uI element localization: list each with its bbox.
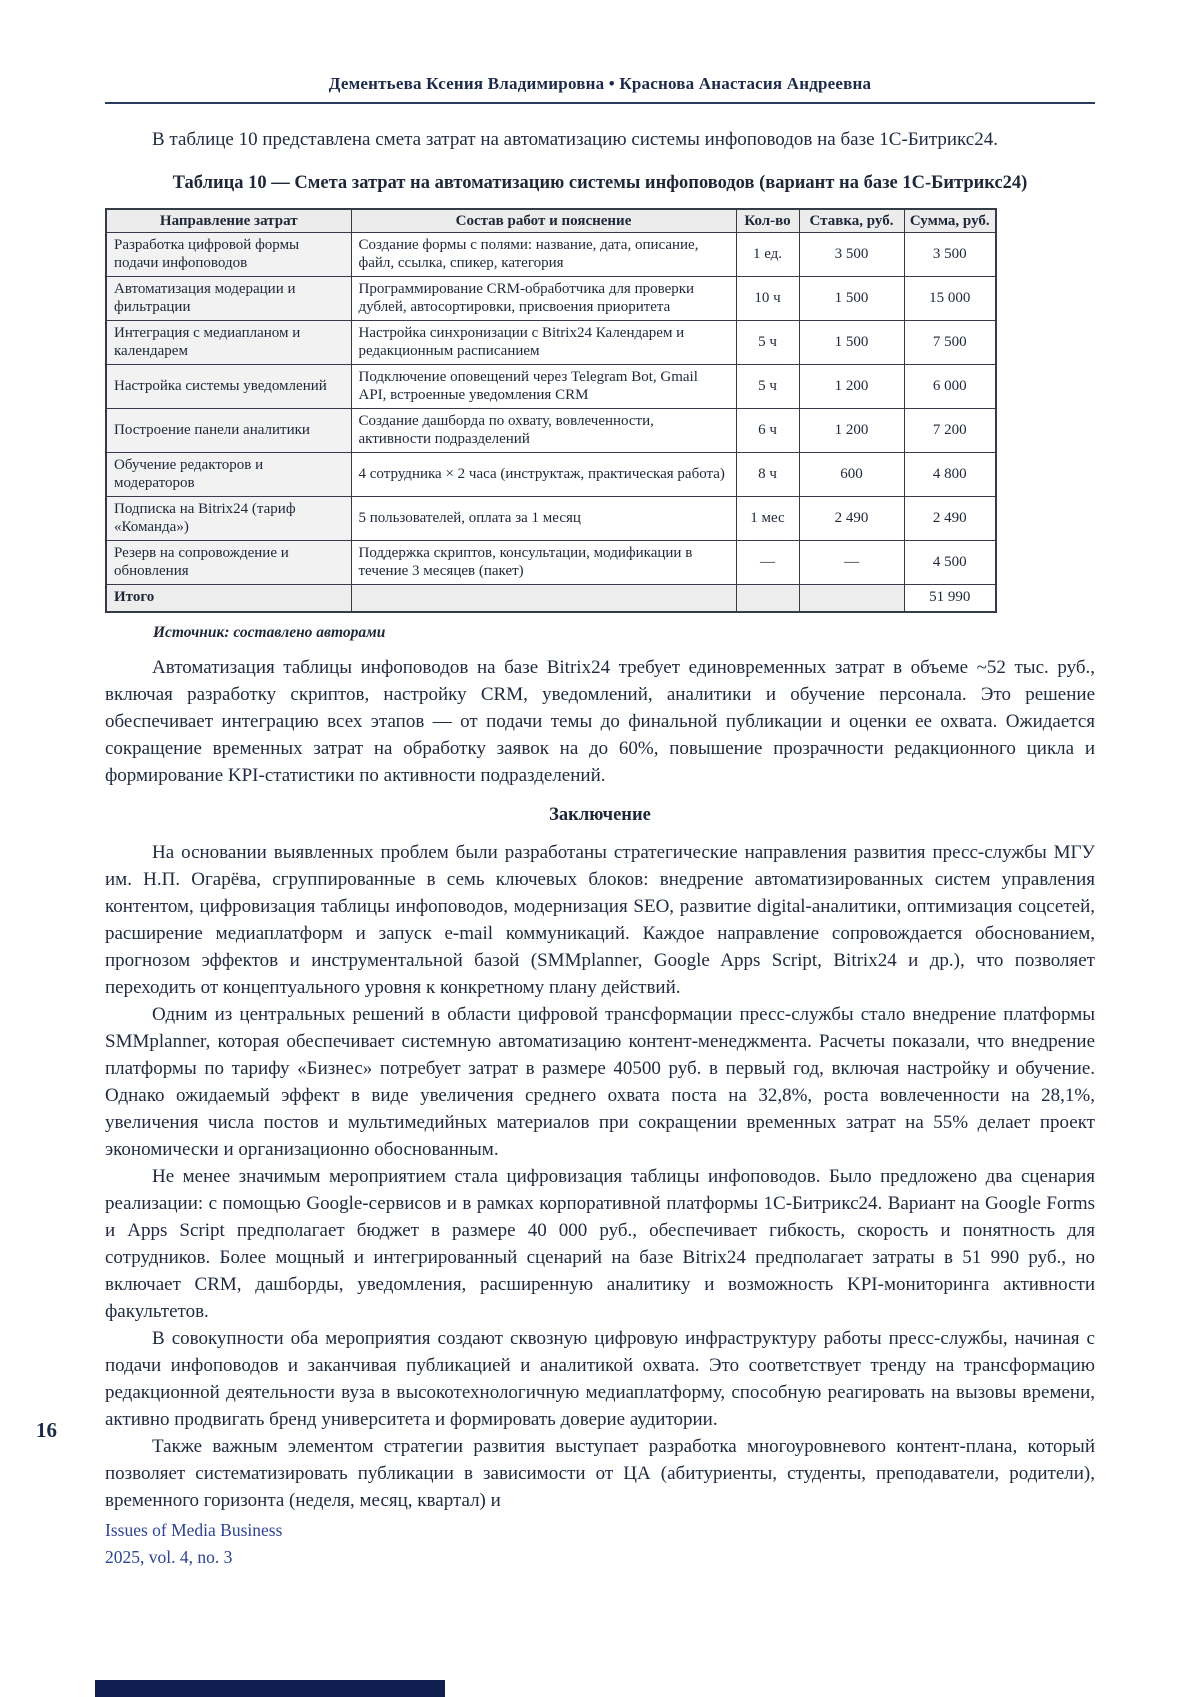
table-row	[106, 541, 996, 585]
cell-quantity: 6 ч	[736, 409, 799, 453]
cell-work: Создание дашборда по охвату, вовлеченности, активности подразделений	[351, 409, 736, 453]
cell-quantity: 5 ч	[736, 365, 799, 409]
cell-quantity: —	[736, 541, 799, 585]
cell-sum: 4 800	[904, 453, 996, 497]
page-number: 16	[36, 1418, 57, 1442]
col-header-direction: Направление затрат	[106, 209, 351, 233]
cell-rate: —	[799, 541, 904, 585]
journal-footer	[105, 1517, 282, 1571]
table-row	[106, 277, 996, 321]
cell-work: Создание формы с полями: название, дата, описание, файл, ссылка, спикер, категория	[351, 233, 736, 277]
bottom-bar	[95, 1680, 445, 1697]
cell-direction: Построение панели аналитики	[106, 409, 351, 453]
cell-quantity: 5 ч	[736, 321, 799, 365]
cell-direction: Резерв на сопровождение и обновления	[106, 541, 351, 585]
cell-empty	[736, 585, 799, 612]
table-total-row	[106, 585, 996, 612]
header-rule	[105, 102, 1095, 104]
cell-work: Подключение оповещений через Telegram Bot, Gmail API, встроенные уведомления CRM	[351, 365, 736, 409]
cell-rate: 3 500	[799, 233, 904, 277]
cell-sum: 4 500	[904, 541, 996, 585]
conclusion-paragraph: В совокупности оба мероприятия создают сквозную цифровую инфраструктуру работы пресс-службы, начиная с подачи инфоповодов и заканчивая публикацией и аналитикой охвата. Это соответствует тренду на трансформацию редакционной деятельности вуза в высокотехнологичную медиаплатформу, способную реагировать на вызовы времени, активно продвигать бренд университета и формировать доверие аудитории.	[105, 1327, 1095, 1430]
conclusion-heading: Заключение	[549, 804, 651, 825]
table-title: Таблица 10 — Смета затрат на автоматизацию системы инфоповодов (вариант на базе 1С-Битрикс24)	[172, 173, 1028, 193]
table-row	[106, 497, 996, 541]
col-header-sum: Сумма, руб.	[904, 209, 996, 233]
cell-direction: Автоматизация модерации и фильтрации	[106, 277, 351, 321]
cell-direction: Интеграция с медиапланом и календарем	[106, 321, 351, 365]
journal-issue: 2025, vol. 4, no. 3	[105, 1547, 233, 1567]
col-header-work: Состав работ и пояснение	[351, 209, 736, 233]
cell-quantity: 10 ч	[736, 277, 799, 321]
cell-work: 4 сотрудника × 2 часа (инструктаж, практическая работа)	[351, 453, 736, 497]
cell-sum: 7 500	[904, 321, 996, 365]
cell-total-label: Итого	[106, 585, 351, 612]
table-row	[106, 453, 996, 497]
conclusion-paragraph: Также важным элементом стратегии развития выступает разработка многоуровневого контент-плана, который позволяет систематизировать публикации в зависимости от ЦА (абитуриенты, студенты, преподаватели, родители), временного горизонта (неделя, месяц, квартал) и	[105, 1435, 1095, 1511]
cell-sum: 6 000	[904, 365, 996, 409]
cell-rate: 600	[799, 453, 904, 497]
cell-direction: Настройка системы уведомлений	[106, 365, 351, 409]
cell-quantity: 1 мес	[736, 497, 799, 541]
journal-name: Issues of Media Business	[105, 1520, 283, 1540]
cell-rate: 2 490	[799, 497, 904, 541]
cell-sum: 2 490	[904, 497, 996, 541]
cell-empty	[799, 585, 904, 612]
table-row	[106, 321, 996, 365]
cell-direction: Разработка цифровой формы подачи инфоповодов	[106, 233, 351, 277]
table-row	[106, 409, 996, 453]
cell-rate: 1 500	[799, 321, 904, 365]
table-row	[106, 365, 996, 409]
cell-quantity: 1 ед.	[736, 233, 799, 277]
cell-work: Поддержка скриптов, консультации, модификации в течение 3 месяцев (пакет)	[351, 541, 736, 585]
cell-work: 5 пользователей, оплата за 1 месяц	[351, 497, 736, 541]
cell-rate: 1 200	[799, 409, 904, 453]
cell-rate: 1 200	[799, 365, 904, 409]
cell-work: Программирование CRM-обработчика для проверки дублей, автосортировки, присвоения приоритета	[351, 277, 736, 321]
cell-direction: Обучение редакторов и модераторов	[106, 453, 351, 497]
cell-total-value: 51 990	[904, 585, 996, 612]
col-header-quantity: Кол-во	[736, 209, 799, 233]
cell-quantity: 8 ч	[736, 453, 799, 497]
conclusion-paragraph: На основании выявленных проблем были разработаны стратегические направления развития пресс-службы МГУ им. Н.П. Огарёва, сгруппированные в семь ключевых блоков: внедрение автоматизированных систем управления контентом, цифровизация таблицы инфоповодов, модернизация SEO, развитие digital-аналитики, оптимизация соцсетей, расширение медиаплатформ и запуск e-mail коммуникаций. Каждое направление сопровождается обоснованием, прогнозом эффектов и инструментальной базой (SMMplanner, Google Apps Script, Bitrix24 и др.), что позволяет переходить от концептуального уровня к конкретному плану действий.	[105, 841, 1095, 998]
col-header-rate: Ставка, руб.	[799, 209, 904, 233]
paragraph-after-table: Автоматизация таблицы инфоповодов на базе Bitrix24 требует единовременных затрат в объеме ~52 тыс. руб., включая разработку скриптов, настройку CRM, уведомлений, аналитики и обучение персонала. Это решение обеспечивает интеграцию всех этапов — от подачи темы до финальной публикации и оценки ее охвата. Ожидается сокращение временных затрат на обработку заявок на до 60%, повышение прозрачности редакционного цикла и формирование KPI-статистики по активности подразделений.	[105, 656, 1095, 786]
cell-sum: 3 500	[904, 233, 996, 277]
conclusion-paragraph: Одним из центральных решений в области цифровой трансформации пресс-службы стало внедрение платформы SMMplanner, которая обеспечивает системную автоматизацию контент-менеджмента. Расчеты показали, что внедрение платформы по тарифу «Бизнес» потребует затрат в размере 40500 руб. в первый год, включая настройку и обучение. Однако ожидаемый эффект в виде увеличения среднего охвата поста на 32,8%, роста вовлеченности на 28,1%, увеличения числа постов и мультимедийных материалов при сокращении временных затрат на 55% делает проект экономически и организационно обоснованным.	[105, 1003, 1095, 1160]
cost-table	[105, 208, 997, 613]
cell-sum: 15 000	[904, 277, 996, 321]
table-source-note: Источник: составлено авторами	[153, 623, 386, 641]
cell-work: Настройка синхронизации с Bitrix24 Календарем и редакционным расписанием	[351, 321, 736, 365]
cell-direction: Подписка на Bitrix24 (тариф «Команда»)	[106, 497, 351, 541]
conclusion-paragraph: Не менее значимым мероприятием стала цифровизация таблицы инфоповодов. Было предложено два сценария реализации: с помощью Google-сервисов и в рамках корпоративной платформы 1С-Битрикс24. Вариант на Google Forms и Apps Script предполагает бюджет в размере 40 000 руб., обеспечивает гибкость, скорость и понятность для сотрудников. Более мощный и интегрированный сценарий на базе Bitrix24 предполагает затраты в 51 990 руб., но включает CRM, дашборды, уведомления, расширенную аналитику и возможность KPI-мониторинга активности факультетов.	[105, 1165, 1095, 1322]
cell-empty	[351, 585, 736, 612]
table-header-row	[106, 209, 996, 233]
table-row	[106, 233, 996, 277]
intro-paragraph: В таблице 10 представлена смета затрат на автоматизацию системы инфоповодов на базе 1С-Битрикс24.	[152, 129, 998, 150]
running-head: Дементьева Ксения Владимировна • Краснова Анастасия Андреевна	[328, 74, 872, 93]
cell-sum: 7 200	[904, 409, 996, 453]
cell-rate: 1 500	[799, 277, 904, 321]
